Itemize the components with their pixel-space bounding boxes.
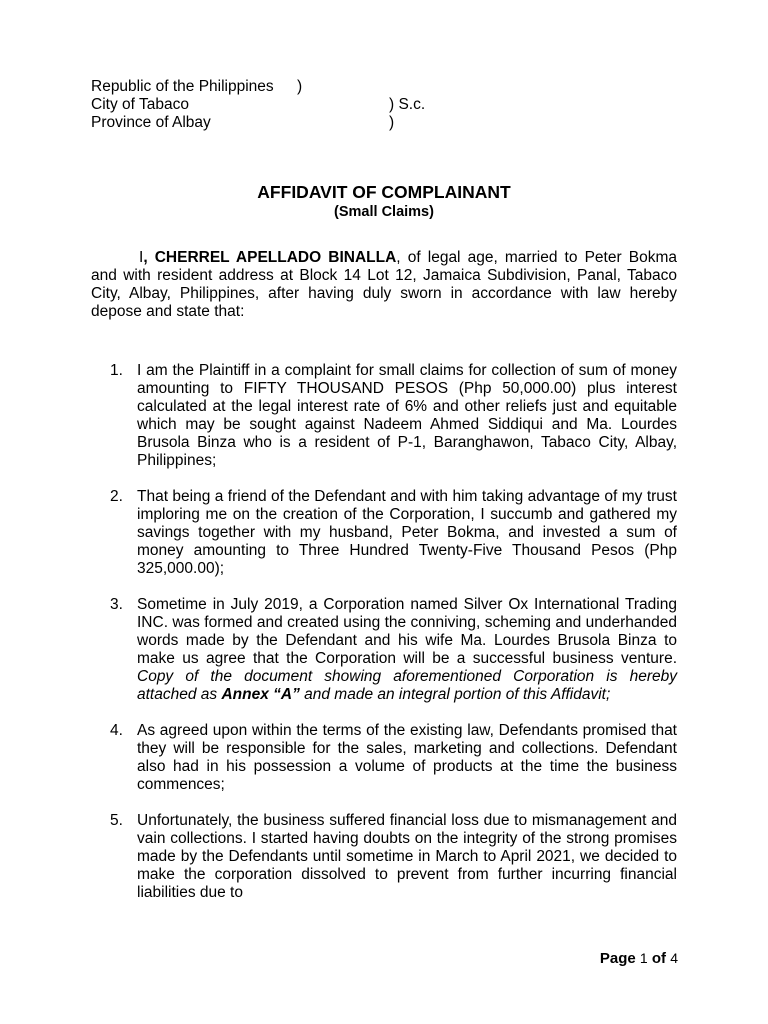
item-text: That being a friend of the Defendant and with him taking advantage of my trust imploring me on the creation of the Corporation, I succumb and gathered my savings together with my husband, Peter Bokma, and invested a sum of money amounting to Three Hundred Twenty-Five Thousand Pesos (Php 325,000.00); (137, 488, 677, 577)
item-number: 3. (110, 596, 123, 613)
item-text: I am the Plaintiff in a complaint for small claims for collection of sum of money amounting to FIFTY THOUSAND PESOS (Php 50,000.00) plus interest calculated at the legal interest rate of 6% and other reliefs just and equitable which may be sought against Nadeem Ahmed Siddiqui and Ma. Lourdes Brusola Binza who is a resident of P-1, Baranghawon, Tabaco City, Albay, Philippines; (137, 362, 677, 469)
document-subtitle: (Small Claims) (334, 204, 434, 220)
venue-paren: ) (389, 114, 395, 131)
venue-label: City of Tabaco (91, 96, 189, 113)
list-item (110, 362, 677, 470)
list-item (110, 488, 677, 578)
item-text: Sometime in July 2019, a Corporation named Silver Ox International Trading INC. was formed and created using the conniving, scheming and underhanded words made by the Defendant and his wife Ma. Lourdes Brusola Binza to make us agree that the Corporation will be a successful business venture. (137, 596, 677, 667)
venue-block (91, 78, 511, 132)
venue-row-province (91, 114, 511, 132)
intro-paragraph (91, 249, 677, 321)
intro-text: , of legal age, married to Peter Bokma and with resident address at Block 14 Lot 12, Jamaica Subdivision, Panal, Tabaco City, Albay, Philippines, after having duly sworn in accordance with law hereby depose and state that: (91, 249, 677, 320)
annex-label: Annex “A” (221, 686, 300, 703)
item-number: 4. (110, 722, 123, 739)
page-total: 4 (670, 950, 678, 966)
item-text: As agreed upon within the terms of the existing law, Defendants promised that they will be responsible for the sales, marketing and collections. Defendant also had in his possession a volume of products at the time the business commences; (137, 722, 677, 793)
venue-row-republic (91, 78, 511, 96)
item-number: 1. (110, 362, 123, 379)
item-number: 2. (110, 488, 123, 505)
list-item (110, 596, 677, 704)
document-title: AFFIDAVIT OF COMPLAINANT (257, 182, 511, 202)
item-number: 5. (110, 812, 123, 829)
numbered-list (110, 362, 677, 920)
of-word: of (651, 950, 667, 967)
page-number: 1 (639, 950, 648, 966)
venue-row-city (91, 96, 511, 114)
venue-label: Province of Albay (91, 114, 211, 131)
venue-paren: ) S.c. (389, 96, 426, 113)
item-text-italic: Copy of the document showing aforementioned Corporation is hereby attached as (137, 668, 677, 703)
page-footer (600, 949, 678, 968)
item-text: Unfortunately, the business suffered financial loss due to mismanagement and vain collections. I started having doubts on the integrity of the strong promises made by the Defendants until sometime in March to April 2021, we decided to make the corporation dissolved to prevent from further incurring financial liabilities due to (137, 812, 677, 901)
list-item (110, 722, 677, 794)
venue-label: Republic of the Philippines (91, 78, 274, 95)
list-item (110, 812, 677, 902)
affiant-name: , CHERREL APELLADO BINALLA (143, 249, 397, 266)
page-word: Page (599, 950, 636, 967)
intro-prefix: I (139, 249, 144, 266)
venue-paren: ) (297, 78, 303, 95)
item-text-italic: and made an integral portion of this Affidavit; (299, 686, 611, 703)
